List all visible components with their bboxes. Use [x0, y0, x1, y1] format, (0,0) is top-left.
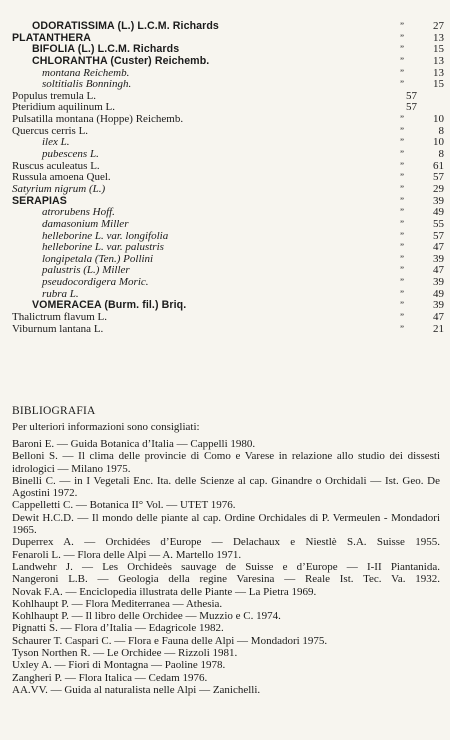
index-entry-name: PLATANTHERA: [12, 31, 91, 44]
ditto-mark: ”: [400, 195, 404, 206]
index-entry: [12, 324, 442, 336]
index-entry-page: 15: [433, 78, 444, 91]
ditto-mark: ”: [400, 32, 404, 43]
bibliography-list: [12, 438, 440, 696]
ditto-mark: ”: [400, 242, 404, 253]
ditto-mark: ”: [400, 277, 404, 288]
index-entry-name: longipetala (Ten.) Pollini: [42, 252, 154, 265]
index-entry-page: 57: [433, 229, 444, 242]
ditto-mark: ”: [400, 137, 404, 148]
ditto-mark: ”: [400, 288, 404, 299]
bibliography-entry: Zangheri P. — Flora Italica — Cedam 1976.: [12, 671, 208, 684]
bibliography-entry: AA.VV. — Guida al naturalista nelle Alpi — Zanichelli.: [12, 683, 261, 696]
index-entry-name: Thalictrum flavum L.: [12, 311, 107, 324]
index-entry-page: 39: [433, 252, 444, 265]
ditto-mark: ”: [400, 21, 404, 31]
index-entry-page: 8: [438, 148, 444, 161]
index-entry-page: 57: [433, 171, 444, 184]
index-entry-page: 13: [433, 31, 444, 44]
bibliography-entry: Novak F.A. — Enciclopedia illustrata delle Piante — La Pietra 1969.: [12, 585, 317, 598]
index-entry: [12, 126, 442, 138]
bibliography-entry: Landwehr J. — Les Orchideès sauvage de Suisse e d’Europe — I-II Piantanida.: [12, 560, 440, 573]
index-entry: [12, 312, 442, 324]
index-entry-name: helleborine L. var. palustris: [42, 241, 164, 254]
index-entry-page: 49: [433, 206, 444, 219]
bibliography-entry: Kohlhaupt P. — Il libro delle Orchidee — Muzzio e C. 1974.: [12, 610, 281, 623]
ditto-mark: ”: [400, 44, 404, 55]
bibliography-entry: Belloni S. — Il clima delle provincie di Como e Varese in relazione allo studio dei dissesti idrologici — Milano 1975.: [12, 450, 440, 475]
index-entry: [12, 184, 442, 196]
ditto-mark: ”: [400, 79, 404, 90]
index-entry-page: 39: [433, 276, 444, 289]
index-entry-name: Quercus cerris L.: [12, 124, 89, 137]
bibliography-entry: Pignatti S. — Flora d’Italia — Edagricole 1982.: [12, 622, 224, 635]
index-entry-name: CHLORANTHA (Custer) Reichemb.: [32, 54, 210, 67]
index-entry-page: 39: [433, 194, 444, 207]
index-entry-name: VOMERACEA (Burm. fil.) Briq.: [32, 299, 187, 312]
bibliography-entry: Kohlhaupt P. — Flora Mediterranea — Athesia.: [12, 597, 223, 610]
index-entry-name: palustris (L.) Miller: [42, 264, 130, 277]
index-entry-page: 21: [433, 322, 444, 335]
bibliography-intro: Per ulteriori informazioni sono consigliati:: [12, 421, 200, 433]
index-entry-page: 57: [406, 101, 417, 114]
index-entry-name: soltitialis Bonningh.: [42, 78, 132, 91]
ditto-mark: ”: [400, 160, 404, 171]
species-index: [12, 21, 442, 335]
ditto-mark: ”: [400, 183, 404, 194]
ditto-mark: ”: [400, 265, 404, 276]
ditto-mark: ”: [400, 67, 404, 78]
bibliography-entry: Uxley A. — Fiori di Montagna — Paoline 1978.: [12, 659, 226, 672]
index-entry-page: 57: [406, 89, 417, 102]
index-entry-name: atrorubens Hoff.: [42, 206, 115, 219]
index-entry: [12, 219, 442, 231]
index-entry: [12, 21, 442, 33]
ditto-mark: ”: [400, 300, 404, 311]
ditto-mark: ”: [400, 323, 404, 334]
index-entry-page: 47: [433, 241, 444, 254]
bibliography-entry: Binelli C. — in I Vegetali Enc. Ita. delle Scienze al cap. Ginandre o Orchidali — Ist. Geo. De Agostini 1972.: [12, 474, 440, 500]
index-entry-name: pseudocordigera Moric.: [42, 276, 149, 289]
index-entry-name: Ruscus aculeatus L.: [12, 159, 100, 172]
index-entry-name: Viburnum lantana L.: [12, 322, 104, 335]
ditto-mark: ”: [400, 218, 404, 229]
index-entry-page: 15: [433, 43, 444, 56]
index-entry-name: ilex L.: [42, 136, 70, 149]
ditto-mark: ”: [400, 312, 404, 323]
index-entry-page: 61: [433, 159, 444, 172]
bibliography-entry: Fenaroli L. — Flora delle Alpi — A. Martello 1971.: [12, 548, 242, 561]
index-entry-name: ODORATISSIMA (L.) L.C.M. Richards: [32, 20, 219, 32]
ditto-mark: ”: [400, 125, 404, 136]
index-entry-name: damasonium Miller: [42, 217, 129, 230]
index-entry-name: Satyrium nigrum (L.): [12, 182, 106, 195]
index-entry-page: 47: [433, 311, 444, 324]
index-entry-page: 10: [433, 136, 444, 149]
bibliography-entry: Baroni E. — Guida Botanica d’Italia — Cappelli 1980.: [12, 438, 256, 450]
bibliography-entry: Schaurer T. Caspari C. — Flora e Fauna delle Alpi — Mondadori 1975.: [12, 634, 328, 647]
index-entry-page: 13: [433, 66, 444, 79]
ditto-mark: ”: [400, 55, 404, 66]
index-entry-page: 39: [433, 299, 444, 312]
index-entry-page: 29: [433, 182, 444, 195]
bibliography-entry: Cappelletti C. — Botanica II° Vol. — UTET 1976.: [12, 499, 236, 512]
index-entry-name: Pulsatilla montana (Hoppe) Reichemb.: [12, 113, 184, 126]
bibliography-entry: Duperrex A. — Orchidées d’Europe — Delachaux e Niestlè S.A. Suisse 1955.: [12, 536, 440, 549]
index-entry-page: 55: [433, 217, 444, 230]
index-entry-name: Pteridium aquilinum L.: [12, 101, 115, 114]
index-entry-page: 13: [433, 54, 444, 67]
ditto-mark: ”: [400, 114, 404, 125]
bibliography-entry: Dewit H.C.D. — Il mondo delle piante al cap. Ordine Orchidales di P. Vermeulen - Mondadori 1965.: [12, 511, 440, 537]
index-entry-page: 10: [433, 113, 444, 126]
index-entry-name: Populus tremula L.: [12, 89, 97, 102]
ditto-mark: ”: [400, 207, 404, 218]
index-entry: [12, 56, 442, 68]
index-entry-page: 27: [433, 20, 444, 32]
bibliography-entry: Nangeroni L.B. — Geologia della regine Varesina — Reale Ist. Tec. Va. 1932.: [12, 573, 440, 586]
ditto-mark: ”: [400, 230, 404, 241]
index-entry-page: 49: [433, 287, 444, 300]
index-entry-name: SERAPIAS: [12, 194, 67, 207]
ditto-mark: ”: [400, 253, 404, 264]
index-entry: [12, 277, 442, 289]
index-entry-page: 8: [438, 124, 444, 137]
index-entry-page: 47: [433, 264, 444, 277]
bibliography-entry: Tyson Northen R. — Le Orchidee — Rizzoli 1981.: [12, 647, 238, 660]
index-entry-name: Russula amoena Quel.: [12, 171, 111, 184]
index-entry-name: BIFOLIA (L.) L.C.M. Richards: [32, 43, 180, 56]
ditto-mark: ”: [400, 172, 404, 183]
ditto-mark: ”: [400, 149, 404, 160]
bibliography-heading: BIBLIOGRAFIA: [12, 405, 96, 417]
index-entry-name: rubra L.: [42, 287, 79, 300]
index-entry-name: montana Reichemb.: [42, 66, 130, 79]
index-entry-name: pubescens L.: [42, 148, 99, 161]
index-entry: [12, 149, 442, 161]
index-entry-name: helleborine L. var. longifolia: [42, 229, 169, 242]
